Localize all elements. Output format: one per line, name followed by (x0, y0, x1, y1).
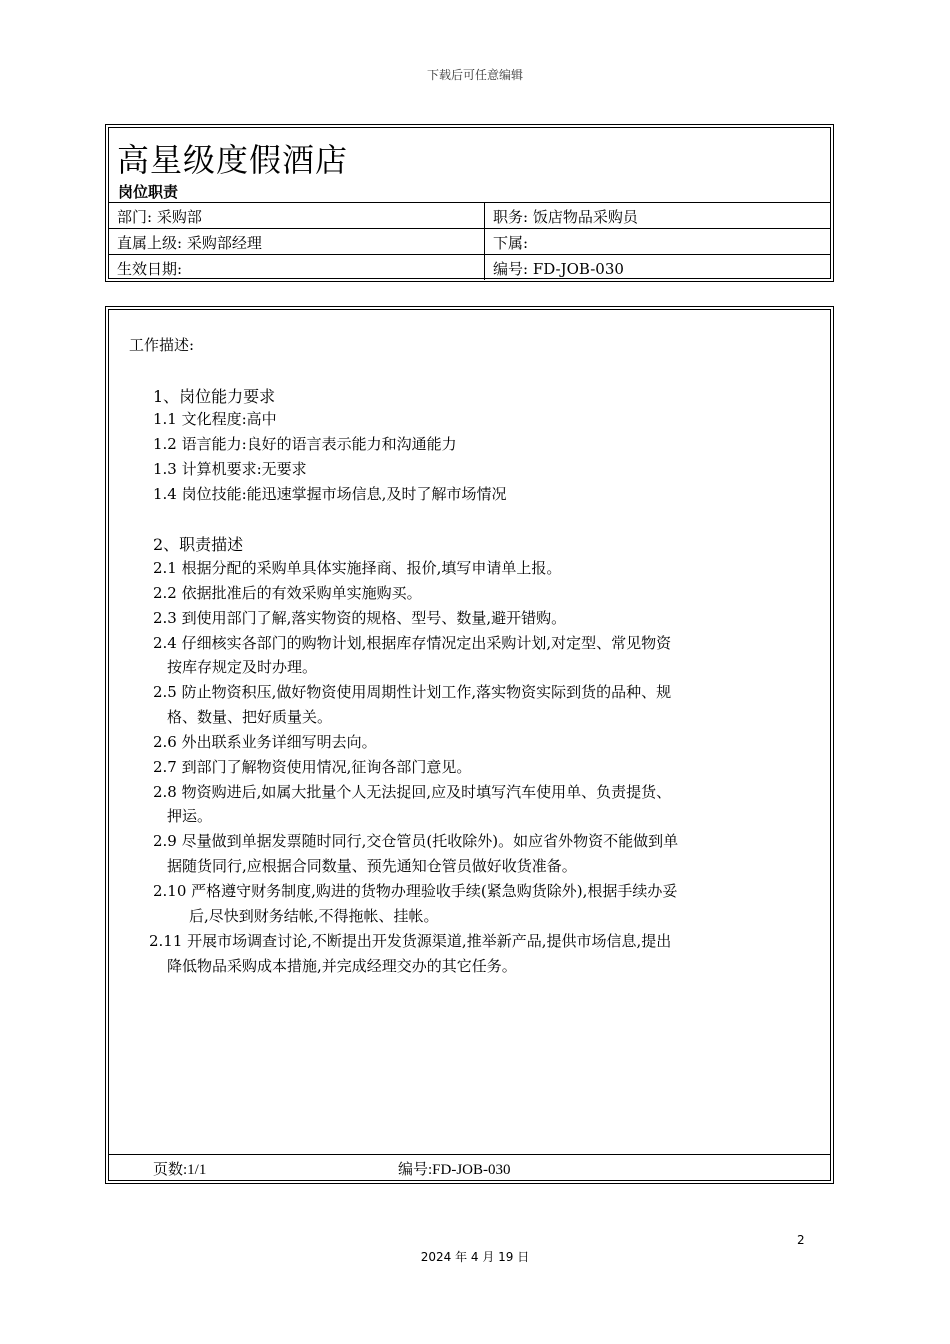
department-cell: 部门: 采购部 (117, 208, 202, 226)
section2-line: 2.7 到部门了解物资使用情况,征询各部门意见。 (153, 758, 472, 776)
section2-line: 2.5 防止物资积压,做好物资使用周期性计划工作,落实物资实际到货的品种、规 (153, 683, 672, 701)
work-description-heading: 工作描述: (129, 336, 195, 354)
info-row-supervisor (109, 228, 830, 254)
section1-item: 1.1 文化程度:高中 (153, 410, 277, 428)
section1-title: 1、岗位能力要求 (153, 387, 276, 406)
section2-line: 2.11 开展市场调查讨论,不断提出开发货源渠道,推举新产品,提供市场信息,提出 (149, 932, 672, 950)
body-inner-frame (108, 309, 831, 1181)
position-cell: 职务: 饭店物品采购员 (493, 208, 638, 226)
info-row-effective-date (109, 254, 830, 280)
top-note: 下载后可任意编辑 (426, 68, 523, 82)
footer-document-code: 编号:FD-JOB-030 (398, 1162, 511, 1178)
page-count: 页数:1/1 (153, 1162, 207, 1178)
section2-line: 押运。 (167, 807, 213, 825)
section2-title: 2、职责描述 (153, 535, 244, 554)
section2-line: 2.10 严格遵守财务制度,购进的货物办理验收手续(紧急购货除外),根据手续办妥 (153, 882, 678, 900)
header-box (105, 124, 834, 282)
section2-line: 据随货同行,应根据合同数量、预先通知仓管员做好收货准备。 (167, 857, 577, 875)
section2-line: 2.9 尽量做到单据发票随时同行,交仓管员(托收除外)。如应省外物资不能做到单 (153, 832, 679, 850)
section2-line: 2.1 根据分配的采购单具体实施择商、报价,填写申请单上报。 (153, 559, 562, 577)
section2-line: 2.6 外出联系业务详细写明去向。 (153, 733, 377, 751)
document-subtitle: 岗位职责 (118, 183, 179, 201)
section2-line: 后,尽快到财务结帐,不得拖帐、挂帐。 (189, 907, 439, 925)
subordinate-cell: 下属: (493, 234, 529, 252)
section2-line: 降低物品采购成本措施,并完成经理交办的其它任务。 (167, 957, 517, 975)
section1-item: 1.3 计算机要求:无要求 (153, 460, 307, 478)
section2-line: 按库存规定及时办理。 (167, 658, 318, 676)
effective-date-cell: 生效日期: (117, 260, 183, 278)
section2-line: 2.8 物资购进后,如属大批量个人无法捉回,应及时填写汽车使用单、负责提货、 (153, 783, 672, 801)
document-date: 2024 年 4 月 19 日 (420, 1250, 530, 1264)
document-title: 高星级度假酒店 (117, 141, 349, 179)
section2-line: 2.3 到使用部门了解,落实物资的规格、型号、数量,避开错购。 (153, 609, 567, 627)
document-code-cell: 编号: FD-JOB-030 (493, 260, 624, 278)
section2-line: 2.2 依据批准后的有效采购单实施购买。 (153, 584, 422, 602)
title-block (109, 128, 830, 202)
row-divider (484, 203, 485, 228)
info-row-department (109, 202, 830, 228)
body-footer-row (109, 1154, 830, 1180)
header-inner-frame (108, 127, 831, 279)
section2-line: 格、数量、把好质量关。 (167, 708, 333, 726)
row-divider (484, 229, 485, 254)
row-divider (484, 255, 485, 280)
supervisor-cell: 直属上级: 采购部经理 (117, 234, 262, 252)
section2-line: 2.4 仔细核实各部门的购物计划,根据库存情况定出采购计划,对定型、常见物资 (153, 634, 672, 652)
page-number: 2 (797, 1233, 805, 1247)
body-box (105, 306, 834, 1184)
section1-item: 1.4 岗位技能:能迅速掌握市场信息,及时了解市场情况 (153, 485, 507, 503)
section1-item: 1.2 语言能力:良好的语言表示能力和沟通能力 (153, 435, 457, 453)
